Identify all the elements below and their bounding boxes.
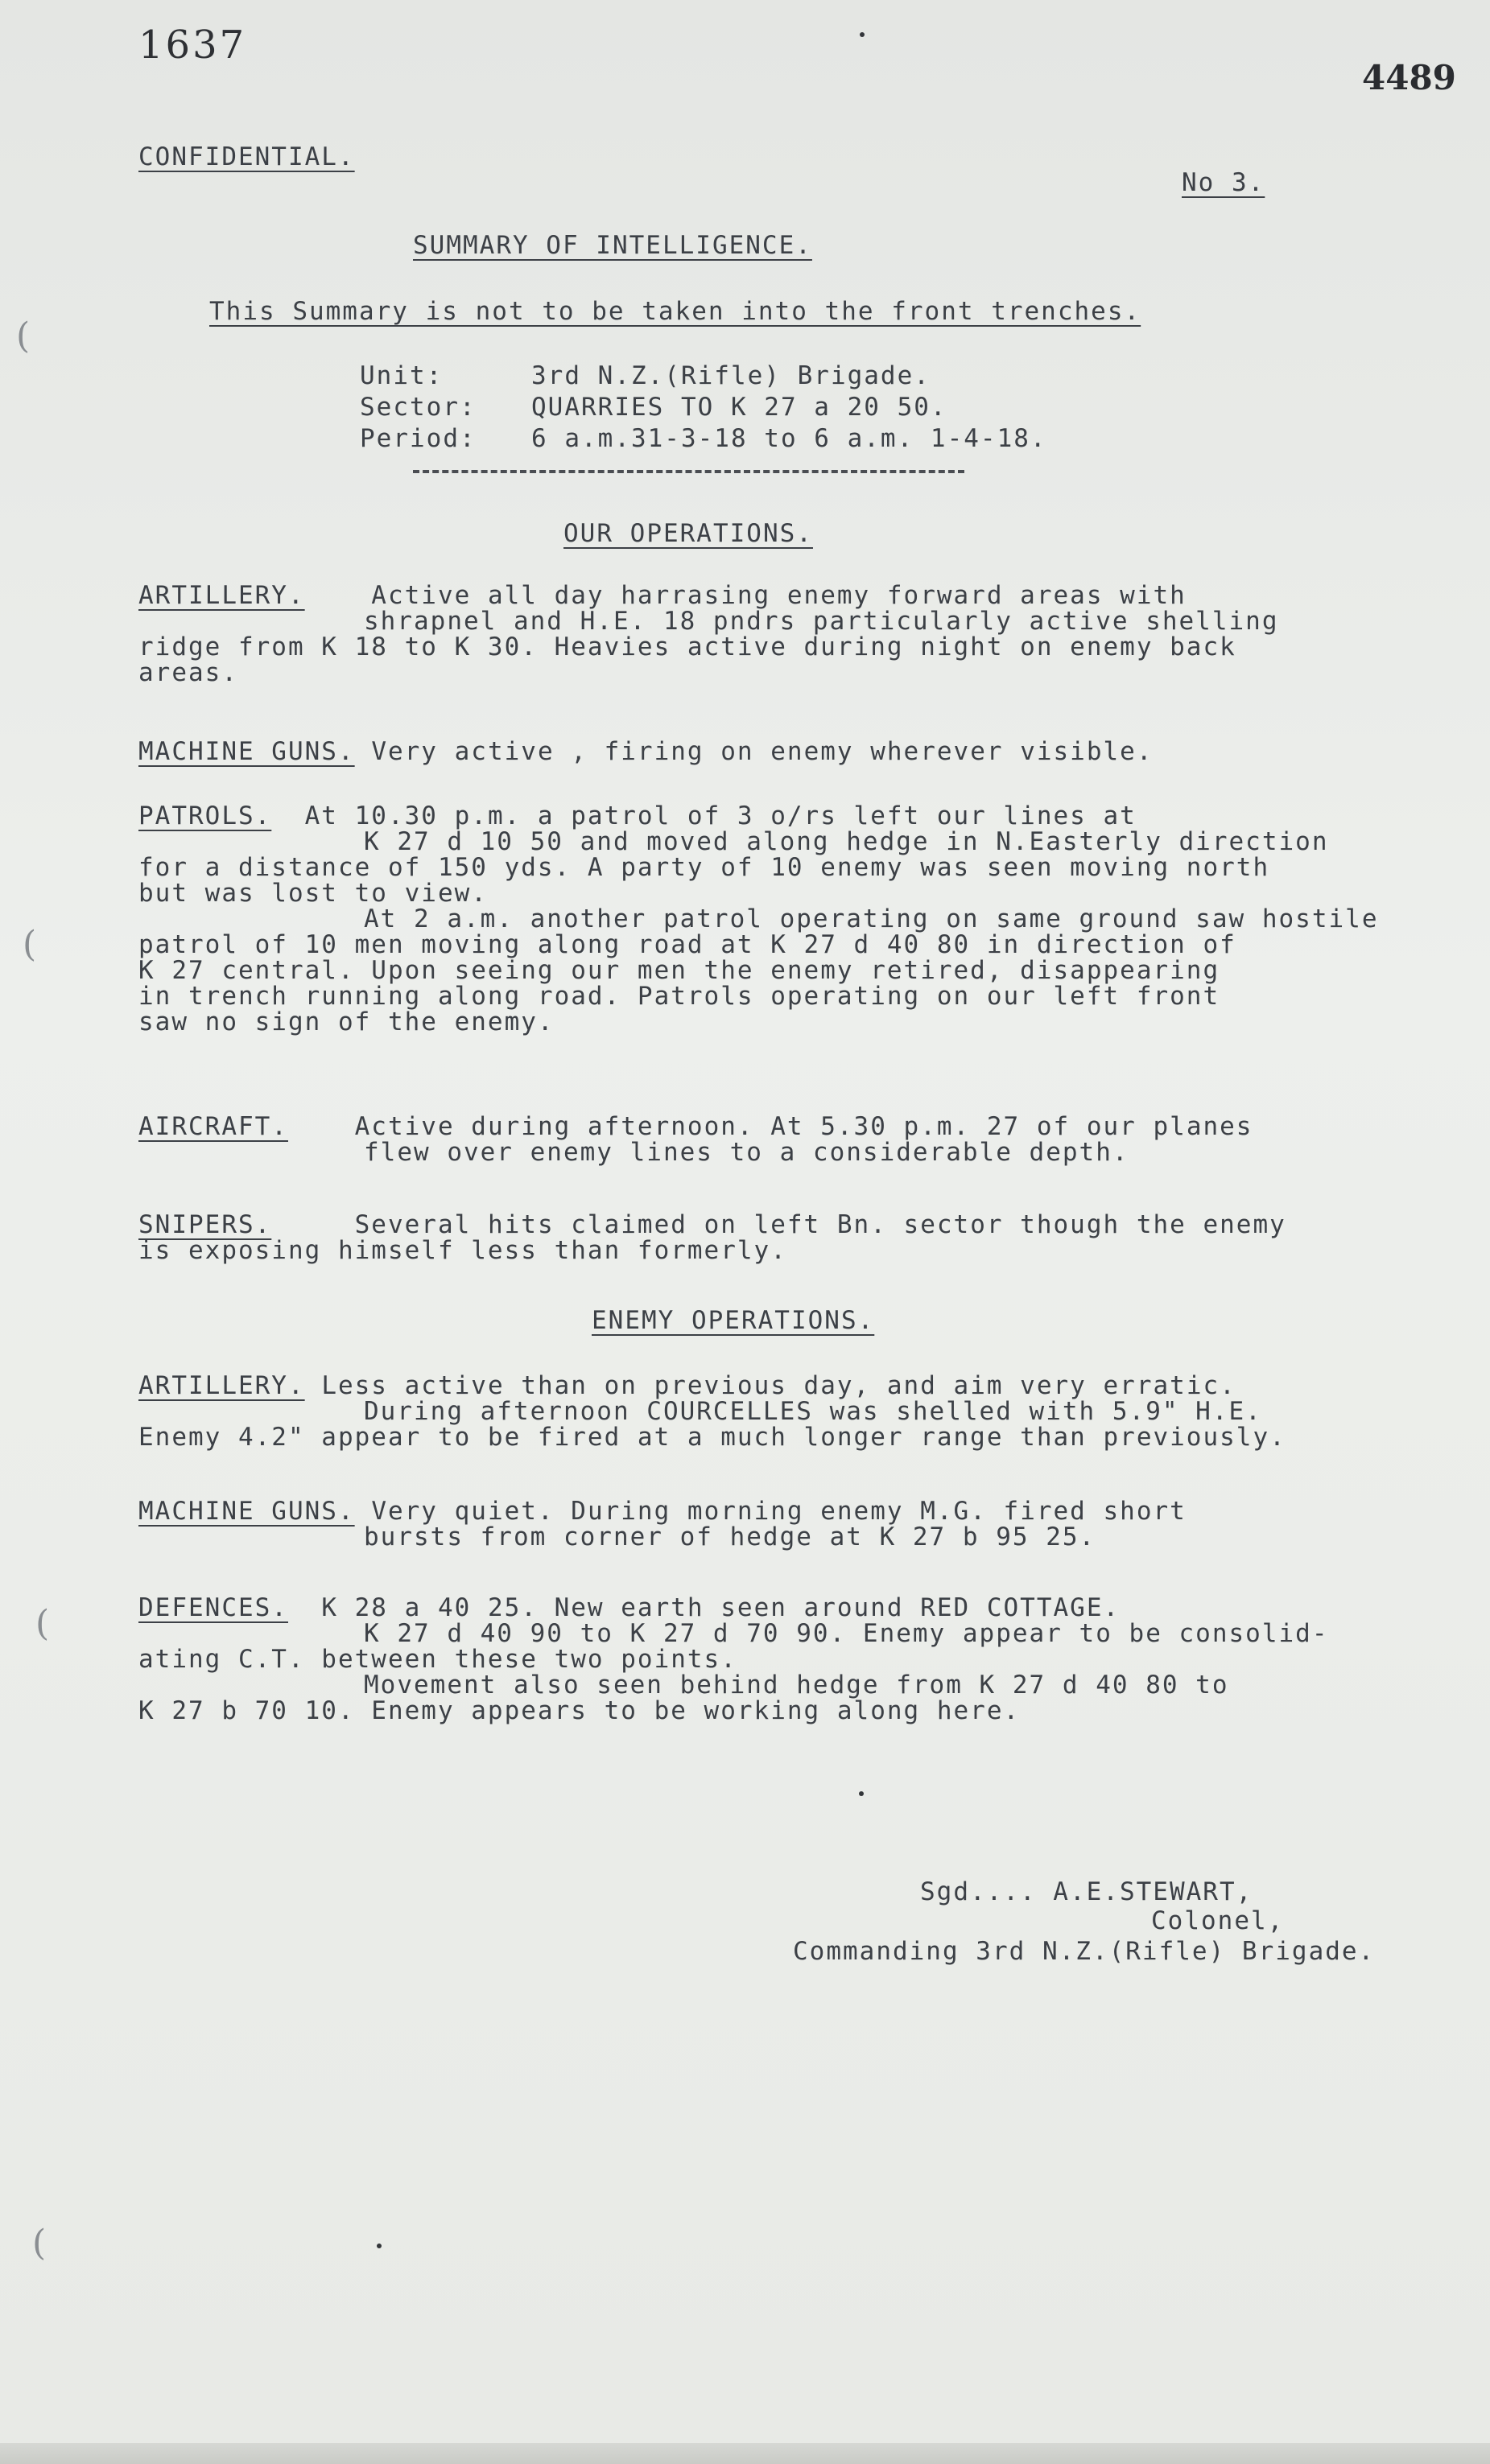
enemy-machine-guns-section [138, 1498, 1443, 1550]
text-line: K 27 d 10 50 and moved along hedge in N.Easterly direction [364, 827, 1329, 856]
text-line: patrol of 10 men moving along road at K 27 d 40 80 in direction of [138, 930, 1236, 959]
text-line: At 2 a.m. another patrol operating on same ground saw hostile [364, 904, 1379, 933]
folio-number-right: 4489 [1362, 58, 1456, 97]
our-machine-guns-section [138, 739, 1443, 764]
our-artillery-label: ARTILLERY. [138, 581, 305, 610]
text-line: saw no sign of the enemy. [138, 1007, 555, 1036]
enemy-operations-heading: ENEMY OPERATIONS. [592, 1306, 875, 1335]
margin-mark: ( [23, 924, 37, 965]
defences-section [138, 1595, 1443, 1724]
aircraft-section [138, 1114, 1443, 1165]
front-trench-warning: This Summary is not to be taken into the front trenches. [209, 297, 1141, 326]
text-line: Active during afternoon. At 5.30 p.m. 27 of our planes [354, 1112, 1253, 1141]
text-line: is exposing himself less than formerly. [138, 1236, 787, 1265]
text-line: ating C.T. between these two points. [138, 1645, 737, 1674]
classification: CONFIDENTIAL. [138, 142, 355, 171]
ink-dot [377, 2244, 382, 2248]
text-line: in trench running along road. Patrols operating on our left front [138, 982, 1220, 1011]
text-line: for a distance of 150 yds. A party of 10 enemy was seen moving north [138, 853, 1270, 882]
margin-mark: ( [32, 2223, 47, 2264]
text-line: Several hits claimed on left Bn. sector though the enemy [354, 1210, 1286, 1239]
defences-label: DEFENCES. [138, 1593, 288, 1622]
unit-label: Unit: [360, 361, 444, 390]
text-line: flew over enemy lines to a considerable depth. [364, 1138, 1129, 1167]
folio-number-left: 1637 [138, 23, 247, 68]
text-line: Enemy 4.2" appear to be fired at a much longer range than previously. [138, 1423, 1286, 1452]
text-line: areas. [138, 658, 238, 687]
signature-command: Commanding 3rd N.Z.(Rifle) Brigade. [793, 1937, 1376, 1966]
enemy-mg-label: MACHINE GUNS. [138, 1497, 355, 1526]
text-line: K 27 d 40 90 to K 27 d 70 90. Enemy appear to be consolid- [364, 1619, 1329, 1648]
patrols-label: PATROLS. [138, 801, 272, 830]
ink-dot [860, 32, 865, 37]
page-bottom-edge [0, 2443, 1490, 2464]
patrols-section [138, 803, 1443, 1035]
text-line: During afternoon COURCELLES was shelled with 5.9" H.E. [364, 1397, 1262, 1426]
text-line: Movement also seen behind hedge from K 27 d 40 80 to [364, 1671, 1229, 1700]
signature-line: Sgd.... A.E.STEWART, [920, 1877, 1253, 1906]
text-line: Very active , firing on enemy wherever visible. [371, 737, 1154, 766]
text-line: K 28 a 40 25. New earth seen around RED COTTAGE. [321, 1593, 1121, 1622]
snipers-label: SNIPERS. [138, 1210, 272, 1239]
text-line: K 27 central. Upon seeing our men the enemy retired, disappearing [138, 956, 1220, 985]
margin-mark: ( [35, 1603, 50, 1644]
text-line: At 10.30 p.m. a patrol of 3 o/rs left our lines at [304, 801, 1137, 830]
document-number: No 3. [1182, 168, 1265, 197]
our-artillery-section [138, 583, 1443, 686]
header-rule [413, 470, 964, 473]
enemy-artillery-label: ARTILLERY. [138, 1371, 305, 1400]
signature-rank: Colonel, [1151, 1906, 1285, 1935]
aircraft-label: AIRCRAFT. [138, 1112, 288, 1141]
text-line: ridge from K 18 to K 30. Heavies active during night on enemy back [138, 632, 1236, 661]
text-line: Active all day harrasing enemy forward areas with [371, 581, 1187, 610]
period-label: Period: [360, 424, 477, 453]
text-line: K 27 b 70 10. Enemy appears to be working along here. [138, 1696, 1021, 1725]
ink-dot [859, 1791, 864, 1796]
unit-value: 3rd N.Z.(Rifle) Brigade. [531, 361, 931, 390]
our-mg-label: MACHINE GUNS. [138, 737, 355, 766]
enemy-artillery-section [138, 1373, 1443, 1450]
margin-mark: ( [16, 315, 31, 356]
text-line: bursts from corner of hedge at K 27 b 95 25. [364, 1522, 1096, 1551]
period-value: 6 a.m.31-3-18 to 6 a.m. 1-4-18. [531, 424, 1047, 453]
text-line: shrapnel and H.E. 18 pndrs particularly active shelling [364, 607, 1279, 636]
text-line: but was lost to view. [138, 879, 488, 908]
text-line: Less active than on previous day, and aim very erratic. [321, 1371, 1236, 1400]
document-title: SUMMARY OF INTELLIGENCE. [413, 231, 812, 260]
sector-value: QUARRIES TO K 27 a 20 50. [531, 393, 947, 422]
our-operations-heading: OUR OPERATIONS. [563, 519, 813, 548]
text-line: Very quiet. During morning enemy M.G. fired short [371, 1497, 1187, 1526]
sector-label: Sector: [360, 393, 477, 422]
snipers-section [138, 1212, 1443, 1263]
